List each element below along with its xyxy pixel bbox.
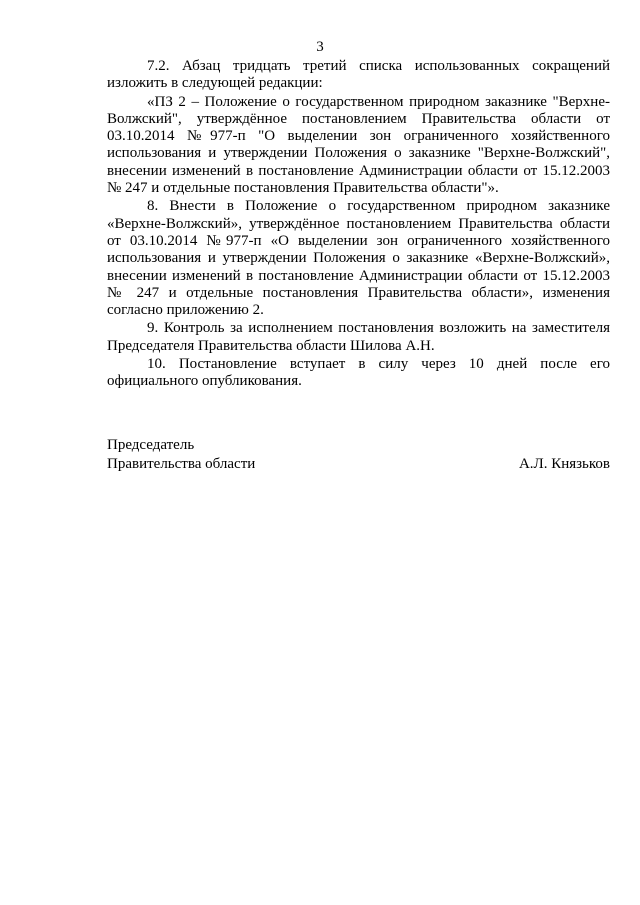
paragraph-8: 8. Внести в Положение о государственном природном заказнике «Верхне-Волжский», утверждённое постановлением Правительства области от 03.10.2014 №977-п «О выделении зон ограниченного хозяйственного использования и утверждении Положения о заказнике «Верхне-Волжский», внесении изменений в постановление Администрации области от 15.12.2003 № 247 и отдельные постановления Правительства области», изменения согласно приложению 2. [107,198,610,319]
document-body [107,58,610,392]
paragraph-10: 10. Постановление вступает в силу через 10 дней после его официального опубликования. [107,356,610,390]
paragraph-abbreviation-pz2: «ПЗ 2 – Положение о государственном природном заказнике "Верхне-Волжский", утверждённое постановлением Правительства области от 03.10.2014 №977-п "О выделении зон ограниченного хозяйственного использования и утверждении Положения о заказнике "Верхне-Волжский", внесении изменений в постановление Администрации области от 15.12.2003 № 247 и отдельные постановления Правительства области"». [107,93,610,197]
signature-row [107,455,610,474]
signature-block [107,436,610,474]
paragraph-9: 9. Контроль за исполнением постановления возложить на заместителя Председателя Правительства области Шилова А.Н. [107,320,610,354]
signatory-name: А.Л. Князьков [518,456,610,472]
page-number: 3 [316,39,324,55]
paragraph-7-2: 7.2. Абзац тридцать третий списка использованных сокращений изложить в следующей редакции: [107,58,610,92]
signatory-title-line1: Председатель [107,437,195,453]
signatory-title-line2: Правительства области [107,456,256,472]
